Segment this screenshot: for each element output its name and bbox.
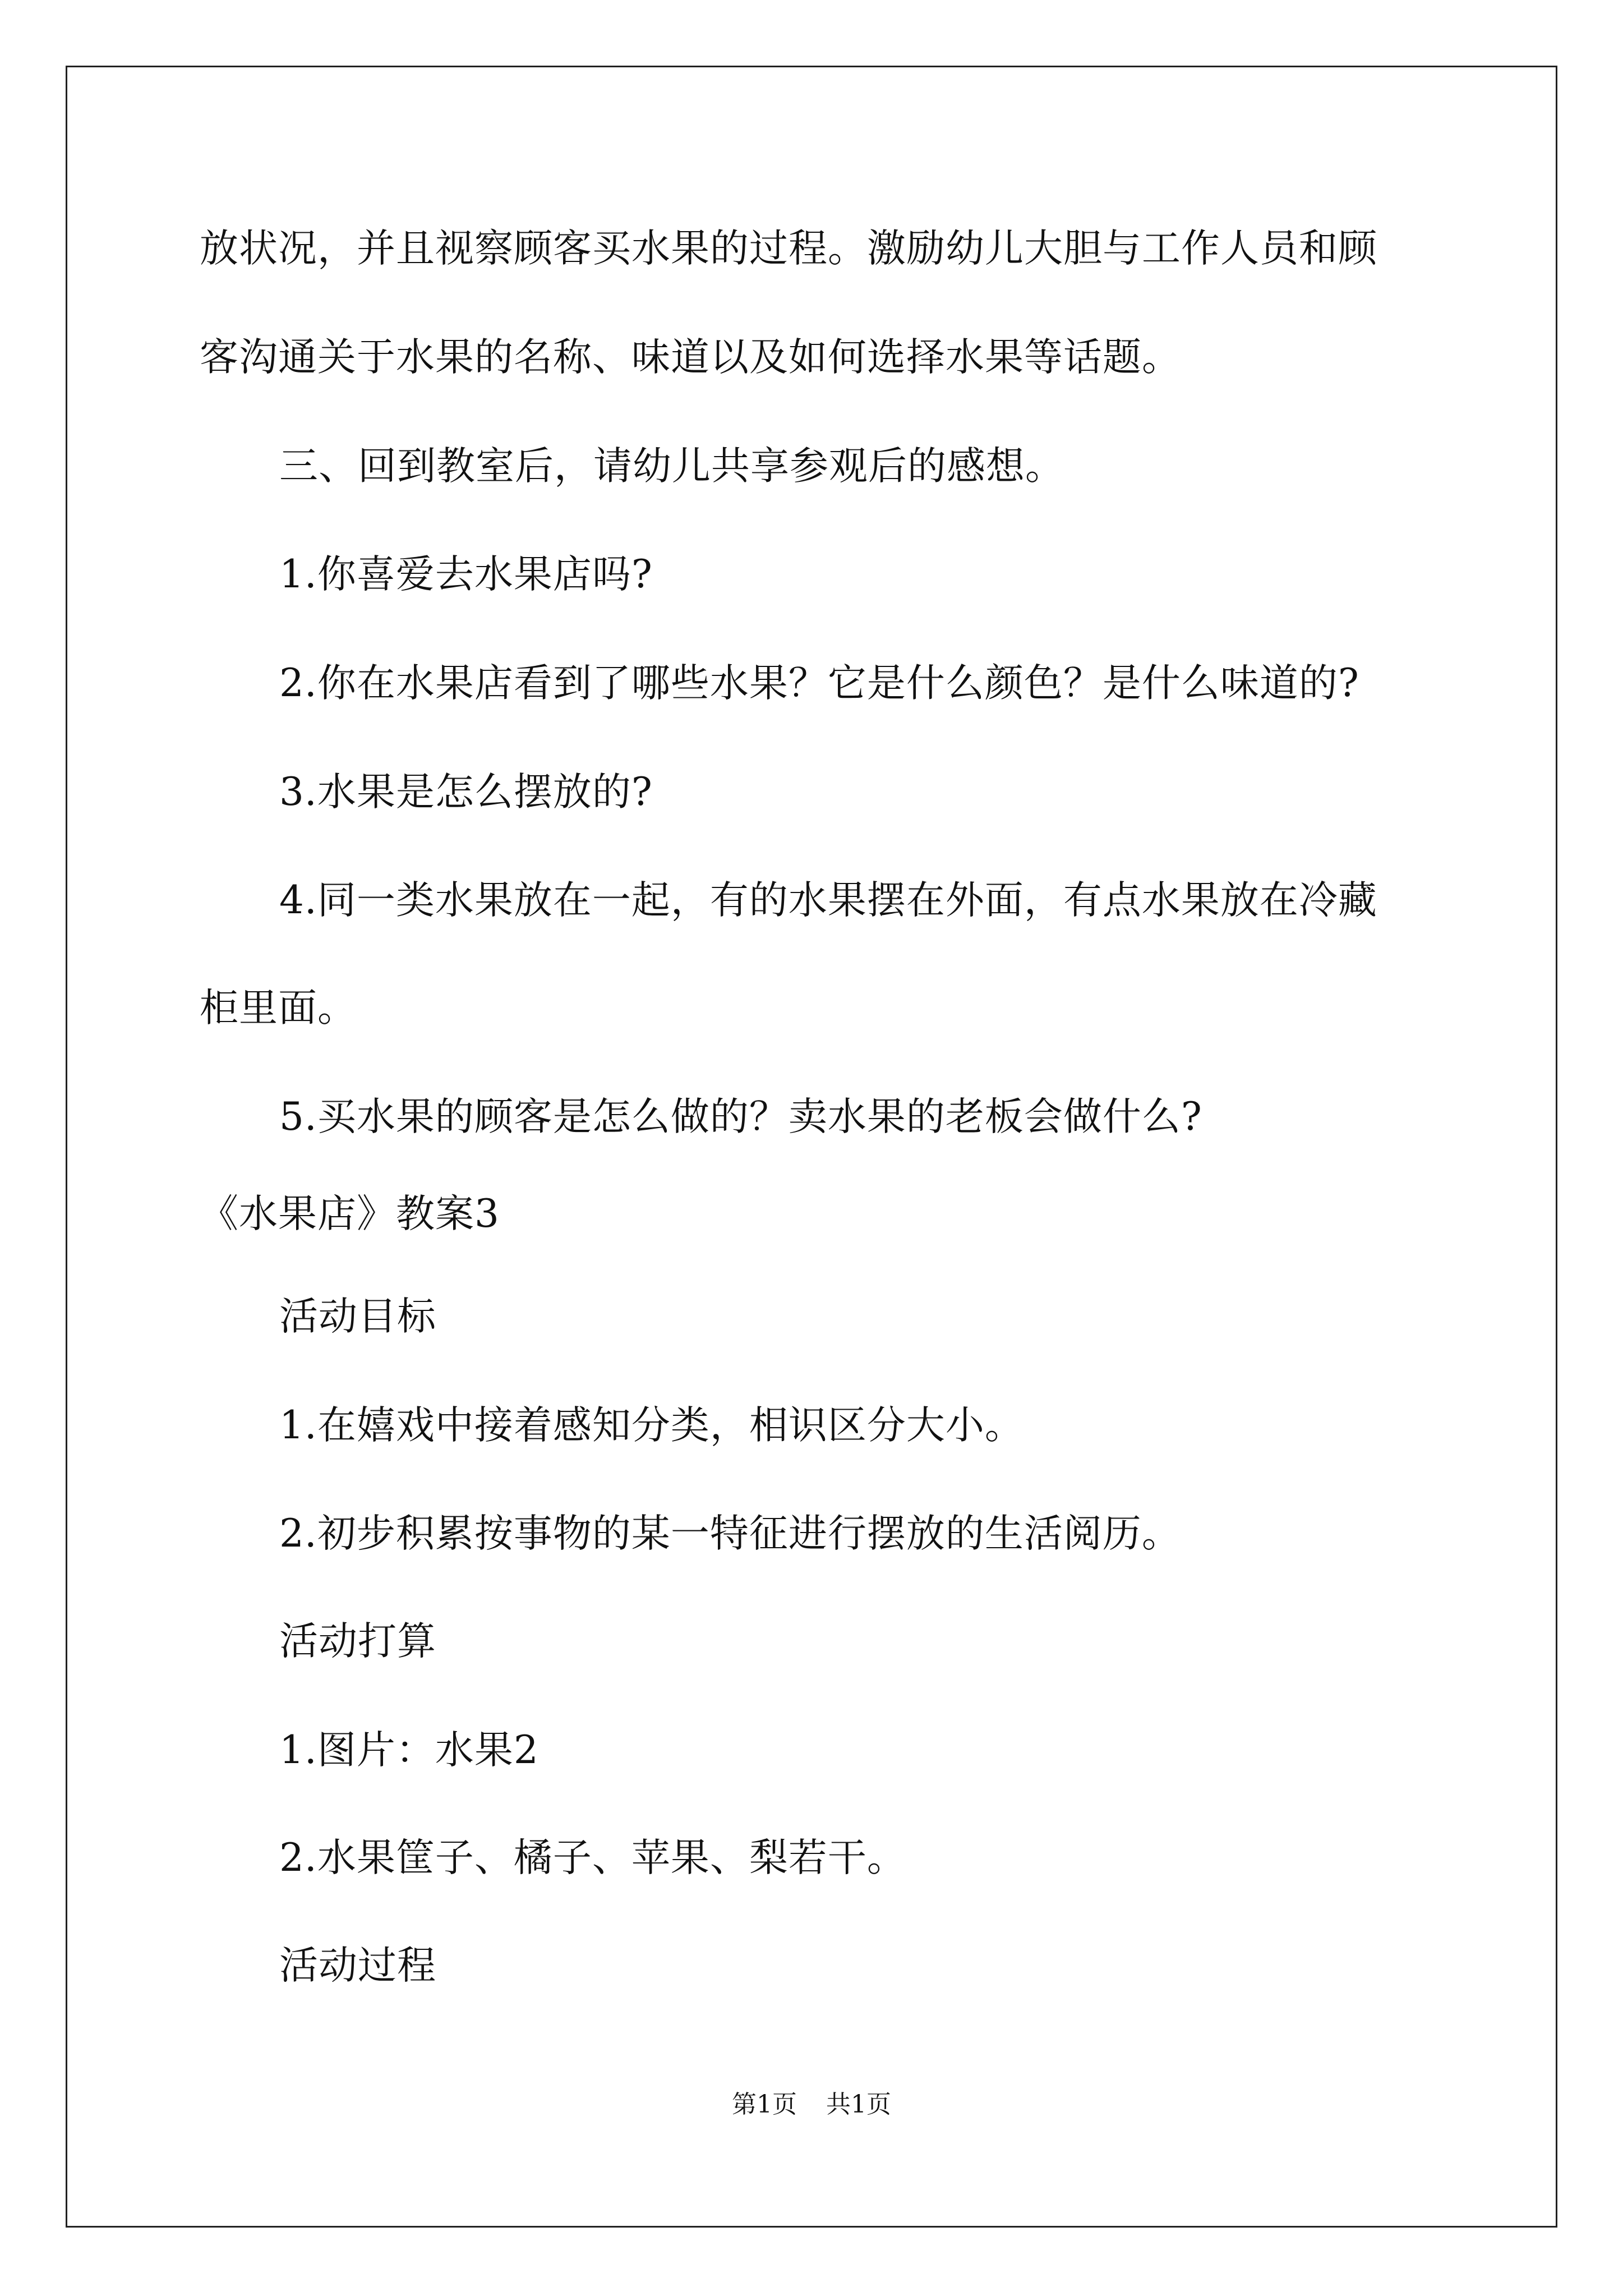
section-heading: 活动过程 <box>279 1943 436 1988</box>
paragraph-line: 客沟通关于水果的名称、味道以及如何选择水果等话题。 <box>200 335 1181 380</box>
paragraph-line: 1.图片：水果2 <box>279 1728 539 1773</box>
section-heading: 活动目标 <box>279 1294 436 1339</box>
paragraph-line: 1.在嬉戏中接着感知分类，相识区分大小。 <box>279 1403 1024 1448</box>
section-heading: 活动打算 <box>279 1619 436 1664</box>
paragraph-line: 三、回到教室后，请幼儿共享参观后的感想。 <box>279 444 1064 489</box>
paragraph-line: 2.初步积累按事物的某一特征进行摆放的生活阅历。 <box>279 1511 1181 1556</box>
paragraph-line: 3.水果是怎么摆放的? <box>279 770 653 815</box>
page-footer <box>0 2088 1623 2122</box>
paragraph-line: 1.你喜爱去水果店吗? <box>279 552 653 597</box>
paragraph-line: 2.水果筐子、橘子、苹果、梨若干。 <box>279 1835 906 1880</box>
paragraph-line: 柜里面。 <box>200 986 357 1030</box>
page-total: 共1页 <box>826 2090 891 2119</box>
section-title: 《水果店》教案3 <box>200 1191 500 1236</box>
page-border <box>66 66 1557 2228</box>
paragraph-line: 放状况，并且视察顾客买水果的过程。激励幼儿大胆与工作人员和顾 <box>200 226 1377 271</box>
page-number: 第1页 <box>732 2090 797 2119</box>
paragraph-line: 5.买水果的顾客是怎么做的？卖水果的老板会做什么? <box>279 1094 1202 1139</box>
paragraph-line: 4.同一类水果放在一起，有的水果摆在外面，有点水果放在冷藏 <box>279 878 1377 923</box>
paragraph-line: 2.你在水果店看到了哪些水果？它是什么颜色？是什么味道的? <box>279 661 1359 706</box>
